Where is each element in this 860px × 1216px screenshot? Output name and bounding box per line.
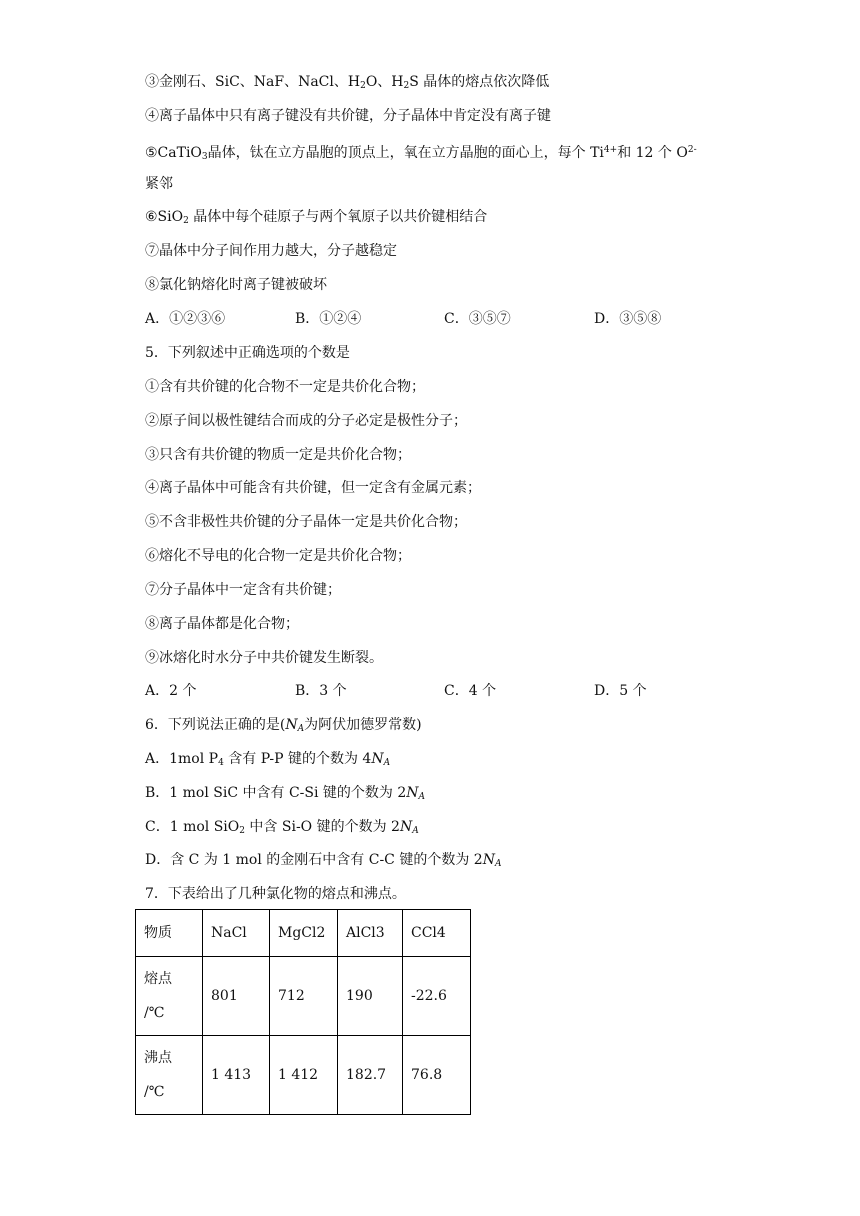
q4-item-7: ⑦晶体中分子间作用力越大，分子越稳定 xyxy=(145,243,397,259)
table-cell: 190 xyxy=(338,957,403,1036)
q5-option-c: C．4 个 xyxy=(444,683,497,699)
q5-item-9: ⑨冰熔化时水分子中共价键发生断裂。 xyxy=(145,650,383,666)
table-cell: 76.8 xyxy=(403,1036,471,1115)
header-substance: 物质 xyxy=(136,910,203,957)
q5-item-6: ⑥熔化不导电的化合物一定是共价化合物； xyxy=(145,548,411,564)
q5-option-a: A．2 个 xyxy=(145,683,197,699)
table-cell: 1 412 xyxy=(270,1036,338,1115)
table-row-melting-point xyxy=(136,957,471,1036)
q6-option-d: D．含 C 为 1 mol 的金刚石中含有 C-C 键的个数为 $2N_A$ xyxy=(145,852,502,869)
q4-option-b: B．①②④ xyxy=(295,311,362,327)
table-header-row xyxy=(136,910,471,957)
q5-stem: 5．下列叙述中正确选项的个数是 xyxy=(145,345,350,361)
q5-item-3: ③只含有共价键的物质一定是共价化合物； xyxy=(145,447,411,463)
table-cell: 182.7 xyxy=(338,1036,403,1115)
table-row-boiling-point xyxy=(136,1036,471,1115)
chloride-table xyxy=(135,909,471,1115)
q4-option-c: C．③⑤⑦ xyxy=(444,311,511,327)
q5-item-4: ④离子晶体中可能含有共价键，但一定含有金属元素； xyxy=(145,480,481,496)
q5-option-d: D．5 个 xyxy=(594,683,647,699)
q4-item-4: ④离子晶体中只有离子键没有共价键，分子晶体中肯定没有离子键 xyxy=(145,108,551,124)
q5-item-1: ①含有共价键的化合物不一定是共价化合物； xyxy=(145,379,425,395)
q4-item-8: ⑧氯化钠熔化时离子键被破坏 xyxy=(145,277,327,293)
header-nacl: NaCl xyxy=(203,910,270,957)
row-label-melting-point: 熔点 /℃ xyxy=(136,957,203,1036)
row-label-boiling-point: 沸点 /℃ xyxy=(136,1036,203,1115)
q4-option-a: A．①②③⑥ xyxy=(145,311,226,327)
q4-item-6: ⑥SiO$_2$ 晶体中每个硅原子与两个氧原子以共价键相结合 xyxy=(145,209,488,226)
table-cell: 1 413 xyxy=(203,1036,270,1115)
q5-option-b: B．3 个 xyxy=(295,683,347,699)
q4-item-5-cont: 紧邻 xyxy=(145,176,173,192)
q5-item-2: ②原子间以极性键结合而成的分子必定是极性分子； xyxy=(145,413,467,429)
q6-stem: 6．下列说法正确的是($N_A$为阿伏加德罗常数) xyxy=(145,717,422,734)
q7-stem: 7．下表给出了几种氯化物的熔点和沸点。 xyxy=(145,886,406,902)
header-alcl3: AlCl3 xyxy=(338,910,403,957)
q5-item-8: ⑧离子晶体都是化合物； xyxy=(145,616,299,632)
table-cell: 712 xyxy=(270,957,338,1036)
q5-item-7: ⑦分子晶体中一定含有共价键； xyxy=(145,582,341,598)
table-cell: -22.6 xyxy=(403,957,471,1036)
q4-option-d: D．③⑤⑧ xyxy=(594,311,662,327)
table-cell: 801 xyxy=(203,957,270,1036)
q4-item-5: ⑤CaTiO$_3$晶体，钛在立方晶胞的顶点上，氧在立方晶胞的面心上，每个 $Ti^{4+}$和 12 个 $O^{2-}$ xyxy=(145,145,697,162)
q5-item-5: ⑤不含非极性共价键的分子晶体一定是共价化合物； xyxy=(145,514,467,530)
q6-option-a: A．1mol $P_4$ 含有 P-P 键的个数为 $4N_A$ xyxy=(145,751,391,768)
q6-option-b: B．1 mol SiC 中含有 C-Si 键的个数为 $2N_A$ xyxy=(145,785,426,802)
header-ccl4: CCl4 xyxy=(403,910,471,957)
q6-option-c: C．1 mol SiO$_2$ 中含 Si-O 键的个数为 $2N_A$ xyxy=(145,819,419,836)
header-mgcl2: MgCl2 xyxy=(270,910,338,957)
q4-item-3: ③金刚石、SiC、NaF、NaCl、$H_2O$、$H_2S$ 晶体的熔点依次降低 xyxy=(145,74,550,91)
